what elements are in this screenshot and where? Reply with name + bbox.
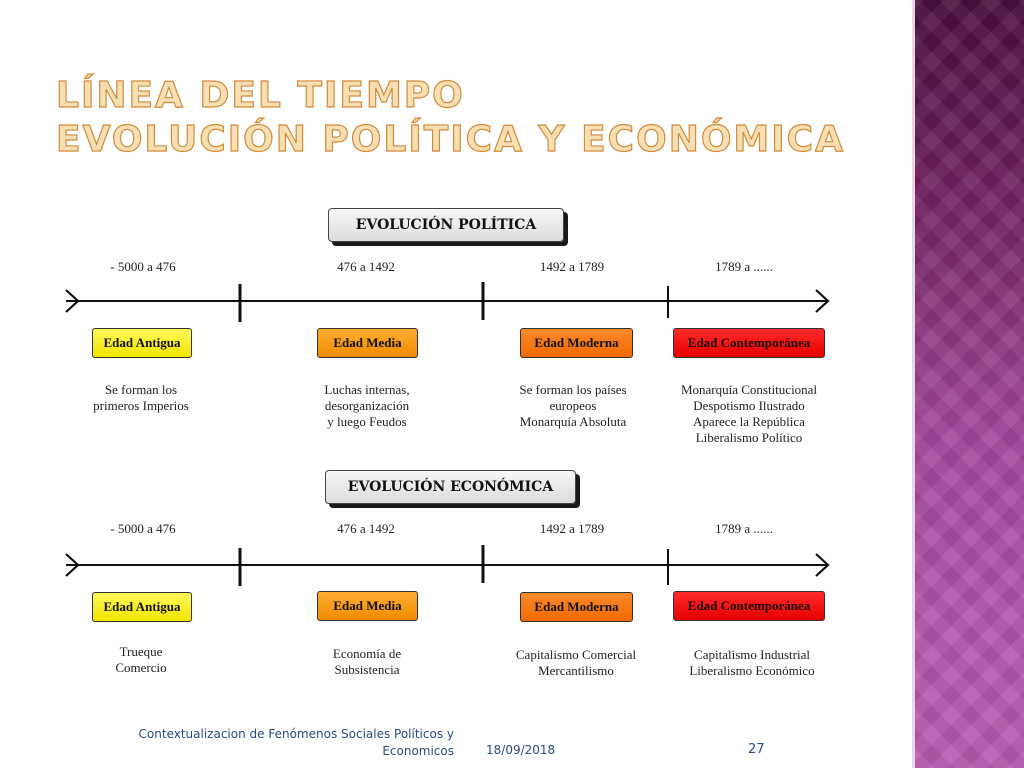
economic-era-moderna: Edad Moderna — [520, 592, 633, 622]
desc-line: y luego Feudos — [327, 414, 407, 429]
political-range-antigua: - 5000 a 476 — [110, 259, 176, 274]
desc-line: Despotismo Ilustrado — [693, 398, 805, 413]
political-timeline-axis — [66, 282, 828, 322]
desc-line: Monarquía Absoluta — [519, 414, 627, 429]
economic-era-media: Edad Media — [317, 591, 418, 621]
desc-line: Trueque — [119, 644, 163, 659]
desc-line: europeos — [549, 398, 597, 413]
economic-section-header: EVOLUCIÓN ECONÓMICA — [325, 470, 576, 504]
economic-timeline-axis — [66, 545, 828, 586]
desc-line: Liberalismo Político — [695, 430, 803, 445]
economic-range-contemporanea: 1789 a ...... — [715, 521, 773, 536]
economic-range-media: 476 a 1492 — [337, 521, 395, 536]
political-section-header: EVOLUCIÓN POLÍTICA — [328, 208, 564, 242]
political-desc-antigua — [56, 382, 226, 414]
desc-line: Capitalismo Industrial — [694, 647, 810, 662]
desc-line: Comercio — [115, 660, 167, 675]
economic-desc-media — [282, 646, 452, 678]
footer-course-name: Contextualizacion de Fenómenos Sociales Políticos y Economicos — [138, 727, 454, 758]
political-era-antigua: Edad Antigua — [92, 328, 192, 358]
political-range-moderna: 1492 a 1789 — [539, 259, 605, 274]
political-range-contemporanea: 1789 a ...... — [715, 259, 773, 274]
desc-line: Monarquía Constitucional — [680, 382, 818, 397]
political-desc-contemporanea — [664, 382, 834, 446]
political-desc-media — [282, 382, 452, 430]
political-range-media: 476 a 1492 — [337, 259, 395, 274]
economic-era-antigua: Edad Antigua — [92, 592, 192, 622]
economic-range-moderna: 1492 a 1789 — [539, 521, 605, 536]
desc-line: Se forman los países — [519, 382, 627, 397]
desc-line: Se forman los — [104, 382, 178, 397]
economic-desc-contemporanea — [667, 647, 837, 679]
footer-date: 18/09/2018 — [486, 743, 556, 757]
economic-desc-antigua — [56, 644, 226, 676]
desc-line: Economía de — [332, 646, 402, 661]
desc-line: Mercantilismo — [538, 663, 614, 678]
desc-line: Aparece la República — [693, 414, 805, 429]
footer-page-number: 27 — [748, 742, 765, 757]
desc-line: Liberalismo Económico — [689, 663, 815, 678]
desc-line: desorganización — [324, 398, 410, 413]
political-era-contemporanea: Edad Contemporánea — [673, 328, 825, 358]
desc-line: Subsistencia — [334, 662, 400, 677]
slide-title-line1: LÍNEA DEL TIEMPO — [56, 75, 465, 116]
political-desc-moderna — [488, 382, 658, 430]
desc-line: Luchas internas, — [324, 382, 410, 397]
economic-era-contemporanea: Edad Contemporánea — [673, 591, 825, 621]
political-era-media: Edad Media — [317, 328, 418, 358]
political-era-moderna: Edad Moderna — [520, 328, 633, 358]
desc-line: primeros Imperios — [93, 398, 189, 413]
economic-desc-moderna — [491, 647, 661, 679]
desc-line: Capitalismo Comercial — [515, 647, 637, 662]
economic-range-antigua: - 5000 a 476 — [110, 521, 176, 536]
slide-title-line2: EVOLUCIÓN POLÍTICA Y ECONÓMICA — [56, 119, 845, 160]
